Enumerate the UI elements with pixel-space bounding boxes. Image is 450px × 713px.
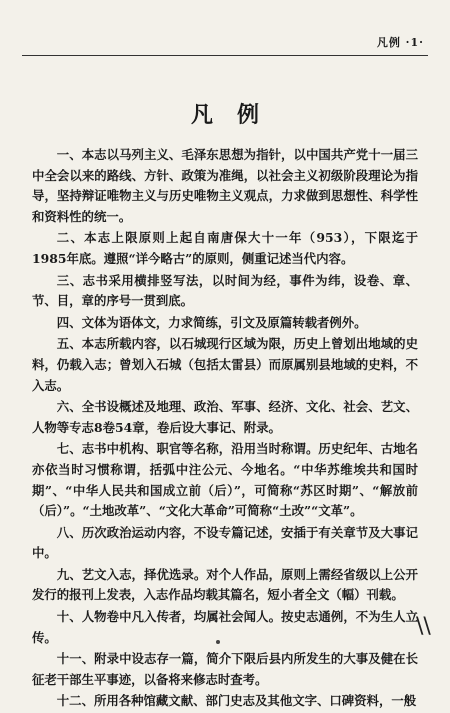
- paragraph-6: 六、全书设概述及地理、政治、军事、经济、文化、社会、艺文、人物等专志8卷54章，卷后设大事记、附录。: [32, 399, 418, 435]
- paragraph-1: 一、本志以马列主义、毛泽东思想为指针，以中国共产党十一届三中全会以来的路线、方针、政策为准绳，以社会主义初级阶段理论为指导，坚持辩证唯物主义与历史唯物主义观点，力求做到思想性、科学性和资料性的统一。: [32, 147, 418, 224]
- paragraph-3: 三、志书采用横排竖写法，以时间为经，事件为纬，设卷、章、节、目，章的序号一贯到底。: [32, 272, 418, 309]
- paragraph-11: 十一、附录中设志存一篇，简介下限后县内所发生的大事及健在长征老干部生平事迹，以备将来修志时查考。: [32, 651, 418, 687]
- paragraph-12: 十二、所用各种馆藏文献、部门史志及其他文字、口碑资料，一般: [56, 693, 417, 709]
- paragraph-2: 二、本志上限原则上起自南唐保大十一年（953），下限迄于1985年底。遵照“详今略古”的原则，侧重记述当代内容。: [32, 230, 418, 266]
- header-rule: [22, 55, 428, 56]
- paragraph-7: 七、志书中机构、职官等名称，沿用当时称谓。历史纪年、古地名亦依当时习惯称谓，括弧中注公元、今地名。“中华苏维埃共和国时期”、“中华人民共和国成立前（后）”，可简称“苏区时期”、“解放前（后）”。“土地改革”、“文化大革命”可简称“土改”“文革”。: [32, 441, 418, 519]
- paragraph-9: 九、艺文入志，择优选录。对个人作品，原则上需经省级以上公开发行的报刊上发表，入志作品均载其篇名，短小者全文（幅）刊载。: [32, 566, 418, 603]
- page-header: [22, 34, 428, 50]
- paragraph-5: 五、本志所载内容，以石城现行区域为限，历史上曾划出地域的史料，仍载入志；曾划入石城（包括太雷县）而原属别县地域的史料，不入志。: [32, 336, 418, 393]
- running-head: 凡例 ·1·: [376, 36, 424, 49]
- paragraph-8: 八、历次政治运动内容，不设专篇记述，安插于有关章节及大事记中。: [32, 524, 418, 561]
- body-text: [32, 145, 418, 713]
- page-title: 凡例: [190, 102, 283, 128]
- paragraph-10: 十、人物卷中凡入传者，均属社会闻人。按史志通例，不为生人立传。: [32, 609, 418, 645]
- page-dot: [216, 640, 220, 644]
- handwritten-corner-mark: \\: [416, 614, 431, 639]
- paragraph-4: 四、文体为语体文，力求简练，引文及原篇转载者例外。: [56, 314, 367, 330]
